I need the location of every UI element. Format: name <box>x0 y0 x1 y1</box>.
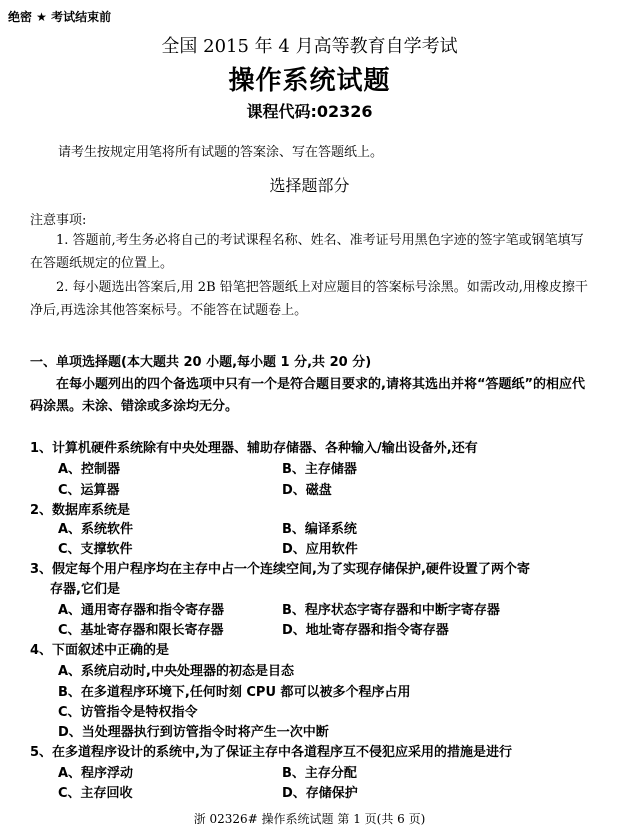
notice-title: 注意事项: <box>30 213 87 228</box>
notice-item-1: 1. 答题前,考生务必将自己的考试课程名称、姓名、准考证号用黑色字迹的签字笔或钢笔填写在答题纸规定的位置上。 <box>30 233 584 271</box>
page-footer: 浙 02326# 操作系统试题 第 1 页(共 6 页) <box>193 812 426 826</box>
question-5-option-a: A、程序浮动 <box>58 766 134 781</box>
question-5-option-c: C、主存回收 <box>58 786 133 801</box>
question-2-option-b: B、编译系统 <box>282 522 357 537</box>
question-1-option-b: B、主存储器 <box>282 462 357 477</box>
question-3-option-a: A、通用寄存器和指令寄存器 <box>58 603 225 618</box>
question-5-stem: 5、在多道程序设计的系统中,为了保证主存中各道程序互不侵犯应采用的措施是进行 <box>30 745 512 760</box>
question-1-option-d: D、磁盘 <box>282 483 332 498</box>
question-2-stem: 2、数据库系统是 <box>30 503 131 518</box>
question-4-option-b: B、在多道程序环境下,任何时刻 CPU 都可以被多个程序占用 <box>58 685 411 700</box>
section-description: 在每小题列出的四个备选项中只有一个是符合题目要求的,请将其选出并将“答题纸”的相应代码涂黑。未涂、错涂或多涂均无分。 <box>30 377 586 414</box>
section-heading: 一、单项选择题(本大题共 20 小题,每小题 1 分,共 20 分) <box>30 355 372 370</box>
question-4-option-a: A、系统启动时,中央处理器的初态是目态 <box>58 664 294 679</box>
question-4-option-d: D、当处理器执行到访管指令时将产生一次中断 <box>58 725 329 740</box>
question-2-option-d: D、应用软件 <box>282 542 358 557</box>
question-4-stem: 4、下面叙述中正确的是 <box>30 643 170 658</box>
question-2-option-a: A、系统软件 <box>58 522 134 537</box>
question-3-option-b: B、程序状态字寄存器和中断字寄存器 <box>282 603 500 618</box>
answer-instruction: 请考生按规定用笔将所有试题的答案涂、写在答题纸上。 <box>58 145 384 160</box>
exam-title: 全国 2015 年 4 月高等教育自学考试 <box>161 36 458 57</box>
question-1-option-a: A、控制器 <box>58 462 121 477</box>
question-4-option-c: C、访管指令是特权指令 <box>58 705 198 720</box>
question-5-option-b: B、主存分配 <box>282 766 357 781</box>
notice-item-2: 2. 每小题选出答案后,用 2B 铅笔把答题纸上对应题目的答案标号涂黑。如需改动,用橡皮擦干净后,再选涂其他答案标号。不能答在试题卷上。 <box>30 280 588 318</box>
question-3-stem-continued: 存器,它们是 <box>50 582 120 597</box>
course-code: 课程代码:02326 <box>246 102 373 121</box>
question-1-stem: 1、计算机硬件系统除有中央处理器、辅助存储器、各种输入/输出设备外,还有 <box>30 441 478 456</box>
subject-title: 操作系统试题 <box>228 66 391 96</box>
question-1-option-c: C、运算器 <box>58 483 120 498</box>
question-5-option-d: D、存储保护 <box>282 786 358 801</box>
part-title: 选择题部分 <box>269 176 350 195</box>
question-3-option-d: D、地址寄存器和指令寄存器 <box>282 623 449 638</box>
question-2-option-c: C、支撑软件 <box>58 542 133 557</box>
question-3-stem: 3、假定每个用户程序均在主存中占一个连续空间,为了实现存储保护,硬件设置了两个寄 <box>30 562 530 577</box>
question-3-option-c: C、基址寄存器和限长寄存器 <box>58 623 224 638</box>
confidential-label: 绝密 ★ 考试结束前 <box>8 10 112 24</box>
